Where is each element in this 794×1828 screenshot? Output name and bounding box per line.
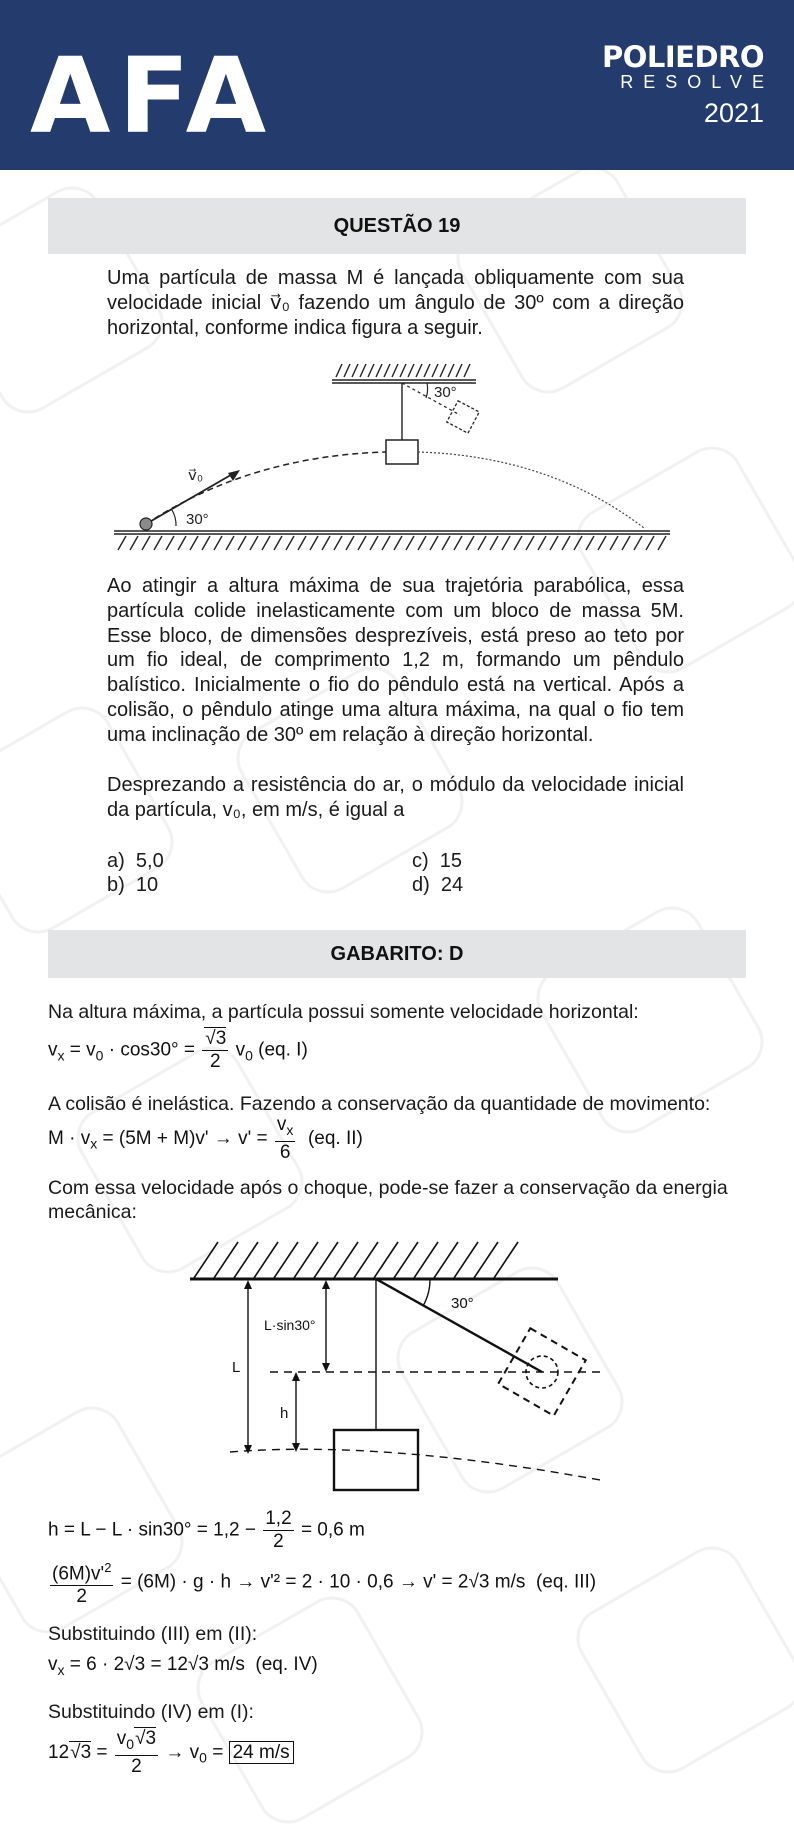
equation-5: $v_x = 6 \cdot 2√3 = 12√3$ m/s (eq. IV): [48, 1654, 318, 1678]
launch-angle-label: 30°: [186, 511, 209, 528]
equation-note: (eq. III): [535, 1571, 597, 1593]
velocity-label: v⃗₀: [188, 467, 204, 484]
option-value: 24: [440, 874, 464, 896]
exam-logo: AFA: [30, 35, 275, 157]
ground: [114, 531, 670, 534]
solution-text-5: Substituindo (IV) em (I):: [48, 1701, 254, 1723]
fraction: $\frac{(6M)v'^2}{2}$: [50, 1557, 113, 1608]
equation-note: (eq. II): [307, 1127, 363, 1149]
exam-year: 2021: [703, 98, 764, 128]
equation-text: = 0,6 m: [300, 1519, 365, 1541]
l-label: L: [232, 1359, 241, 1376]
trajectory-figure: [110, 360, 680, 560]
equation-note: (eq. IV): [255, 1654, 318, 1675]
ceiling-angle-label: 30°: [434, 384, 457, 401]
equation-text: = (6M) · g · h → v'² = 2 · 10 · 0,6 → v' = 2√3 m/s: [120, 1571, 526, 1593]
page-header: [0, 0, 794, 170]
option-letter: b): [107, 874, 125, 896]
option-value: 15: [439, 850, 463, 872]
final-answer-box: 24 m/s: [229, 1741, 294, 1764]
fraction: $\frac{1,2}{2}$: [265, 1508, 292, 1552]
equation-note: (eq. I): [258, 1039, 308, 1061]
option-value: 5,0: [135, 850, 164, 872]
option-letter: d): [412, 874, 430, 896]
answer-title-bar: GABARITO: D: [48, 930, 746, 978]
pendulum-block: [334, 1430, 418, 1490]
question-body: Ao atingir a altura máxima de sua trajetória parabólica, essa partícula colide inelasticamente com um bloco de massa 5M. Esse bloco, de dimensões desprezíveis, está preso ao teto por um fio ideal, de comprimento 1,2 m, formando um pêndulo balístico. Inicialmente o fio do pêndulo está na vertical. Após a colisão, o pêndulo atinge uma altura máxima, na qual o fio tem uma inclinação de 30º em relação à direção horizontal.: [107, 575, 684, 746]
question-intro: Uma partícula de massa M é lançada obliquamente com sua velocidade inicial v⃗₀ fazendo um ângulo de 30º com a direção horizontal, conforme indica figura a seguir.: [107, 267, 684, 339]
option-a: [107, 849, 164, 873]
fraction: $\frac{v_x}{6}$: [276, 1114, 294, 1163]
lsin-label: L·sin30°: [264, 1317, 316, 1333]
particle: [140, 518, 152, 530]
solution-text-4: Substituindo (III) em (II):: [48, 1623, 258, 1645]
equation-1: $v_x = v_0 \cdot \cos 30^\circ$ = $\frac{√3}{2}$ $v_0$ (eq. I): [48, 1028, 308, 1072]
pendulum-block: [386, 440, 418, 464]
option-b: [107, 873, 158, 897]
option-c: [412, 849, 462, 873]
solution-text-1: Na altura máxima, a partícula possui somente velocidade horizontal:: [48, 1001, 639, 1023]
h-label: h: [280, 1405, 289, 1422]
fraction: $\frac{v_0√3}{2}$: [116, 1728, 157, 1777]
equation-4: [48, 1557, 596, 1608]
ceiling: [332, 364, 476, 383]
equation-text: = 6 · 2√3 = 12√3 m/s: [69, 1654, 245, 1675]
pendulum-figure: [180, 1236, 620, 1496]
brand-bottom: RESOLVE: [620, 72, 774, 92]
solution-text-3: Com essa velocidade após o choque, pode-se fazer a conservação da energia mecânica:: [48, 1177, 728, 1223]
angle-label: 30°: [451, 1295, 474, 1312]
question-title-bar: QUESTÃO 19: [48, 198, 746, 254]
fraction: $\frac{√3}{2}$: [202, 1028, 228, 1073]
brand-top: POLIEDRO: [601, 40, 764, 74]
equation-3: [48, 1508, 365, 1553]
equation-6: 12√3 = $\frac{v_0√3}{2}$ → $v_0 = 24$ m/s: [48, 1728, 294, 1778]
option-value: 10: [135, 874, 159, 896]
option-letter: a): [107, 850, 125, 872]
solution-text-2: A colisão é inelástica. Fazendo a conservação da quantidade de movimento:: [48, 1093, 711, 1115]
equation-2: $M \cdot v_x = (5M + M)v' \to v'$ = $\frac{v_x}{6}$ (eq. II): [48, 1114, 363, 1163]
equation-text: h = L − L · sin30° = 1,2 −: [48, 1519, 256, 1541]
poliedro-logo: [601, 40, 774, 130]
option-letter: c): [412, 850, 429, 872]
question-prompt: Desprezando a resistência do ar, o módulo da velocidade inicial da partícula, v₀, em m/s, é igual a: [107, 774, 684, 821]
option-d: [412, 873, 463, 897]
